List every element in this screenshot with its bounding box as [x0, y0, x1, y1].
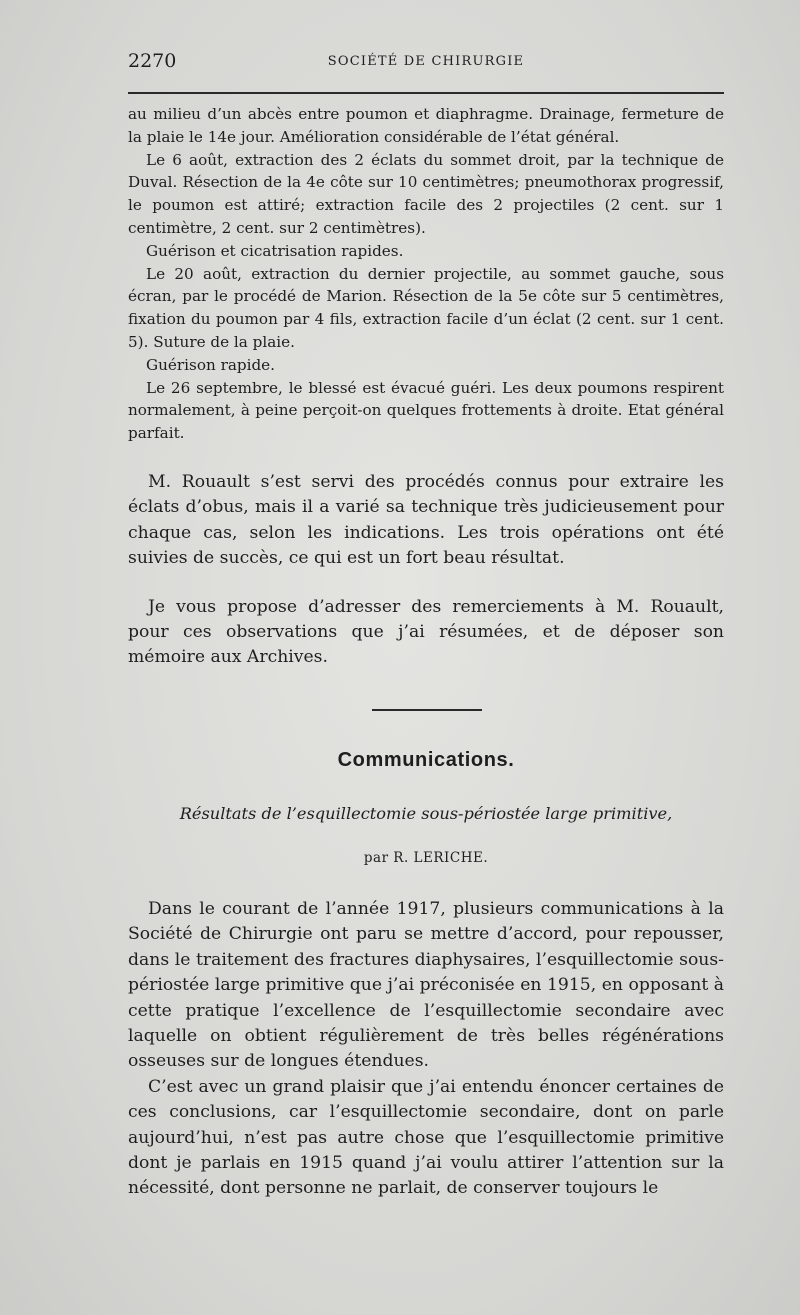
report-paragraph: au milieu d’un abcès entre poumon et diaphragme. Drainage, fermeture de la plaie le 14e jour. Amélioration considérable de l’état général. — [128, 105, 724, 146]
section-title: Communications. — [337, 749, 515, 771]
commentary-paragraph: Je vous propose d’adresser des remerciements à M. Rouault, pour ces observations que j’ai résumées, et de déposer son mémoire aux Archives. — [128, 596, 724, 668]
article-paragraph: Dans le courant de l’année 1917, plusieurs communications à la Société de Chirurgie ont paru se mettre d’accord, pour repousser, dans le traitement des fractures diaphysaires, l’esquillectomie sous-périostée large primitive que j’ai préconisée en 1915, en opposant à cette pratique l’excellence de l’esquillectomie secondaire avec laquelle on obtient régulièrement de très belles régénérations osseuses sur de longues étendues. — [128, 899, 724, 1072]
commentary-paragraph: M. Rouault s’est servi des procédés connus pour extraire les éclats d’obus, mais il a varié sa technique très judicieusement pour chaque cas, selon les indications. Les trois opérations ont été suivies de succès, ce qui est un fort beau résultat. — [128, 472, 724, 569]
article-title: Résultats de l’esquillectomie sous-périostée large primitive, — [179, 804, 673, 823]
article-body — [128, 897, 724, 1202]
report-paragraph: Guérison et cicatrisation rapides. — [146, 241, 404, 260]
article-byline: par R. LERICHE. — [363, 850, 489, 866]
page-number: 2270 — [128, 50, 177, 72]
commentary — [128, 470, 724, 671]
case-report — [128, 103, 724, 445]
running-title: SOCIÉTÉ DE CHIRURGIE — [327, 54, 525, 69]
article-paragraph: C’est avec un grand plaisir que j’ai entendu énoncer certaines de ces conclusions, car l’esquillectomie secondaire, dont on parle aujourd’hui, n’est pas autre chose que l’esquillectomie primitive dont je parlais en 1915 quand j’ai voulu attirer l’attention sur la nécessité, dont personne ne parlait, de conserver toujours le — [128, 1076, 724, 1199]
page-header — [128, 50, 724, 78]
header-rule — [128, 92, 724, 94]
report-paragraph: Le 26 septembre, le blessé est évacué guéri. Les deux poumons respirent normalement, à peine perçoit-on quelques frottements à droite. Etat général parfait. — [128, 378, 724, 443]
report-paragraph: Le 6 août, extraction des 2 éclats du sommet droit, par la technique de Duval. Résection de la 4e côte sur 10 centimètres; pneumothorax progressif, le poumon est attiré; extraction facile des 2 projectiles (2 cent. sur 1 centimètre, 2 cent. sur 2 centimètres). — [128, 150, 724, 237]
section-divider — [372, 709, 482, 711]
report-paragraph: Le 20 août, extraction du dernier projectile, au sommet gauche, sous écran, par le procédé de Marion. Résection de la 5e côte sur 5 centimètres, fixation du poumon par 4 fils, extraction facile d’un éclat (2 cent. sur 1 cent. 5). Suture de la plaie. — [128, 264, 724, 351]
report-paragraph: Guérison rapide. — [146, 355, 275, 374]
